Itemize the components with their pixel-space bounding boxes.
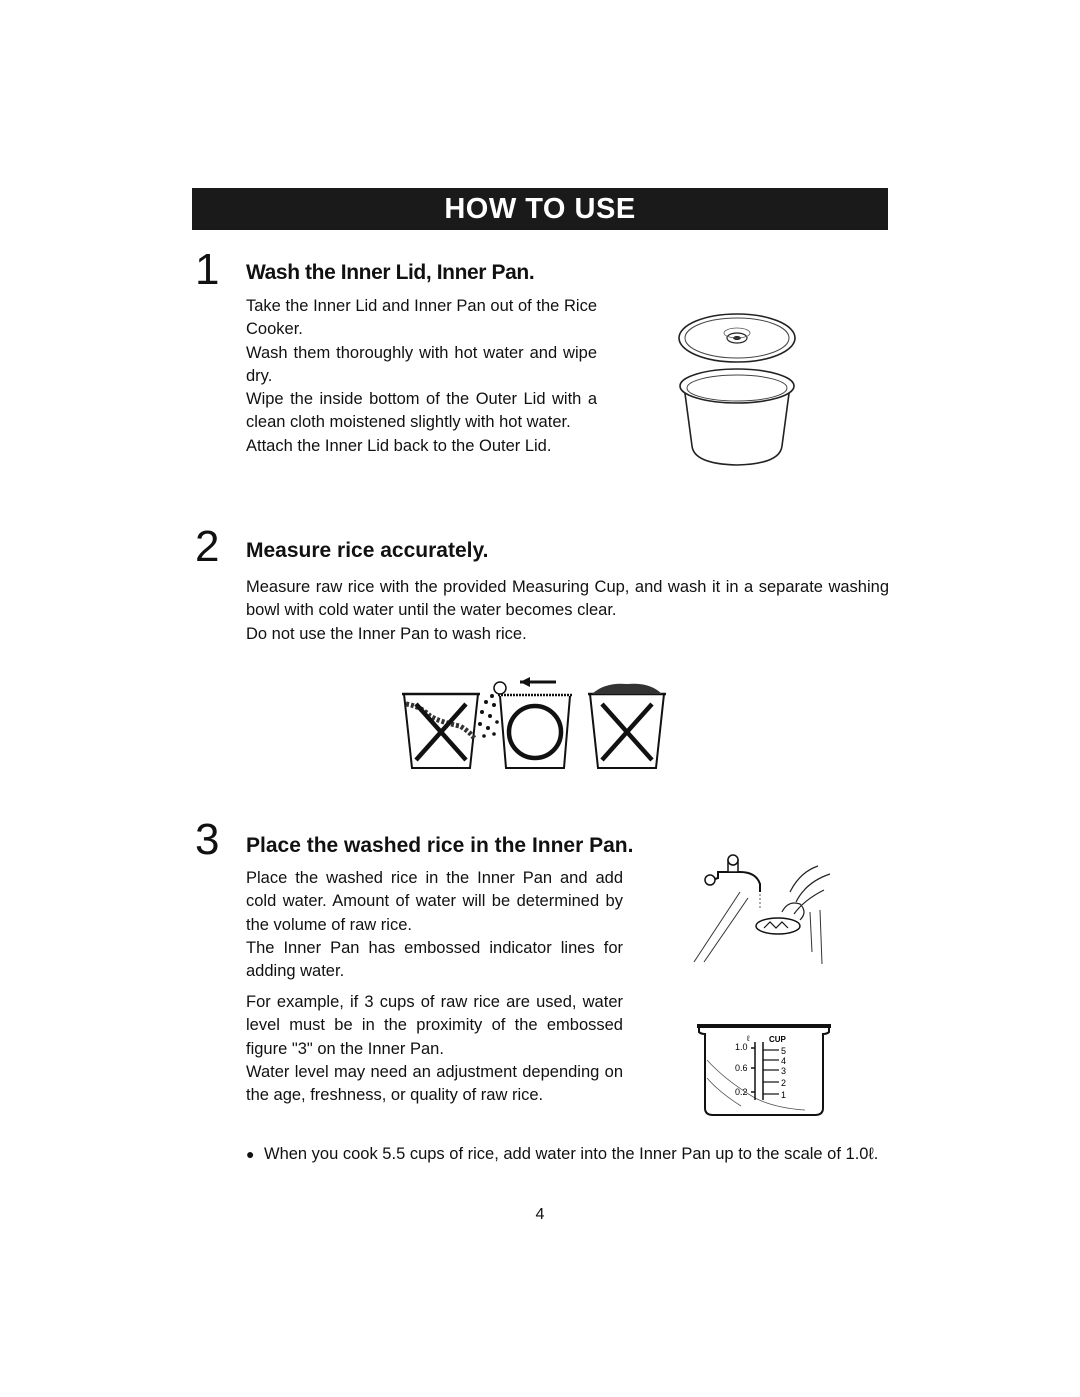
step-3-paragraph: Water level may need an adjustment depending on the age, freshness, or quality of raw rice. xyxy=(246,1062,623,1105)
banner-title: HOW TO USE xyxy=(444,193,636,225)
inner-lid-and-pan-illustration xyxy=(670,308,805,473)
note-bullet: ● xyxy=(246,1146,255,1162)
step-1-title: Wash the Inner Lid, Inner Pan. xyxy=(246,261,535,284)
note-text: When you cook 5.5 cups of rice, add water into the Inner Pan up to the scale of 1.0ℓ. xyxy=(264,1145,879,1163)
step-2-number: 2 xyxy=(195,522,220,571)
washing-rice-under-tap-illustration xyxy=(690,852,835,967)
litre-mark: 0.6 xyxy=(735,1063,748,1073)
step-2-title: Measure rice accurately. xyxy=(246,539,489,562)
correct-method-cup xyxy=(498,695,572,768)
inner-pan-water-scale-illustration xyxy=(695,1020,833,1120)
step-3-text-b xyxy=(246,991,623,1107)
wrong-method-cup-2 xyxy=(588,684,666,768)
cup-mark: 2 xyxy=(781,1078,787,1088)
wrong-method-cup-1 xyxy=(402,694,480,768)
note xyxy=(246,1143,889,1166)
step-2-text xyxy=(246,576,889,646)
step-1-number: 1 xyxy=(195,245,220,294)
litre-unit-label: ℓ xyxy=(747,1034,750,1043)
section-banner xyxy=(192,188,888,230)
step-1-paragraph: Wipe the inside bottom of the Outer Lid with a clean cloth moistened slightly with hot water. xyxy=(246,390,597,432)
cup-unit-label: CUP xyxy=(769,1035,786,1044)
step-1-paragraph: Attach the Inner Lid back to the Outer Lid. xyxy=(246,436,552,455)
step-3-number: 3 xyxy=(195,815,220,864)
cup-mark: 4 xyxy=(781,1056,787,1066)
step-1-paragraph: Take the Inner Lid and Inner Pan out of the Rice Cooker. xyxy=(246,297,597,339)
litre-mark: 0.2 xyxy=(735,1087,748,1097)
page-number: 4 xyxy=(535,1206,545,1223)
cup-mark: 5 xyxy=(781,1046,787,1056)
litre-mark: 1.0 xyxy=(735,1042,748,1052)
step-3-title: Place the washed rice in the Inner Pan. xyxy=(246,834,634,857)
step-1-paragraph: Wash them thoroughly with hot water and wipe dry. xyxy=(246,343,597,385)
step-3-paragraph: For example, if 3 cups of raw rice are used, water level must be in the proximity of the embossed figure "3" on the Inner Pan. xyxy=(246,993,623,1058)
step-1-text xyxy=(246,295,597,458)
step-3-paragraph: The Inner Pan has embossed indicator lines for adding water. xyxy=(246,938,623,981)
cup-mark: 3 xyxy=(781,1066,787,1076)
step-2-paragraph: Measure raw rice with the provided Measuring Cup, and wash it in a separate washing bowl with cold water until the water becomes clear. xyxy=(246,578,889,620)
rice-washing-do-dont-illustration xyxy=(400,672,670,774)
cup-mark: 1 xyxy=(781,1090,787,1100)
step-3-text-a xyxy=(246,867,623,983)
step-2-paragraph: Do not use the Inner Pan to wash rice. xyxy=(246,624,527,643)
step-3-paragraph: Place the washed rice in the Inner Pan and add cold water. Amount of water will be determined by the volume of raw rice. xyxy=(246,869,623,934)
